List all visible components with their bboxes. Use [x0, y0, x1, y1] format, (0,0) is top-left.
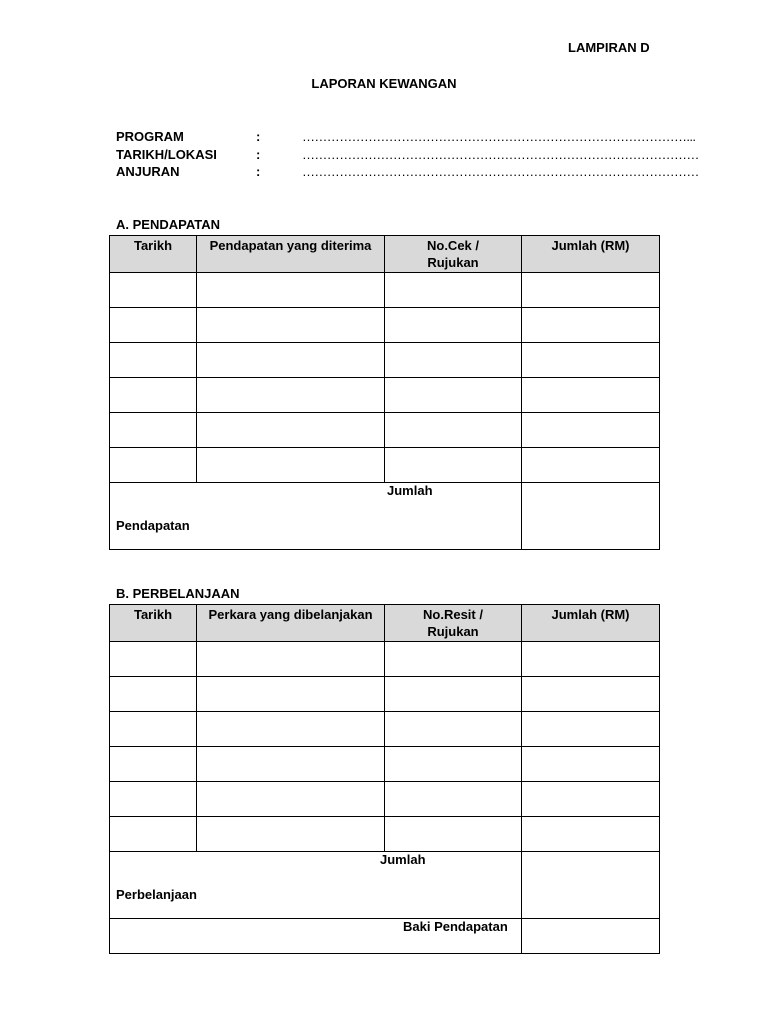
- table-cell[interactable]: [110, 343, 197, 378]
- table-row: [110, 448, 660, 483]
- table-cell[interactable]: [197, 782, 385, 817]
- table-row: [110, 343, 660, 378]
- perbelanjaan-section-title: B. PERBELANJAAN: [116, 586, 240, 601]
- header-no-cek-line1: No.Cek /: [426, 238, 479, 253]
- table-cell[interactable]: [110, 308, 197, 343]
- anjuran-field[interactable]: ……………………………………………………………………………………: [302, 164, 699, 179]
- total-row: [110, 852, 660, 919]
- table-cell[interactable]: [522, 817, 660, 852]
- table-row: [110, 642, 660, 677]
- table-cell[interactable]: [522, 642, 660, 677]
- table-cell[interactable]: [385, 817, 522, 852]
- table-cell[interactable]: [197, 712, 385, 747]
- table-cell[interactable]: [197, 747, 385, 782]
- jumlah-label: Jumlah: [387, 483, 433, 498]
- table-cell[interactable]: [385, 677, 522, 712]
- jumlah-pendapatan-label-cell: [110, 483, 522, 550]
- table-cell[interactable]: [385, 378, 522, 413]
- table-cell[interactable]: [110, 642, 197, 677]
- table-cell[interactable]: [197, 308, 385, 343]
- jumlah-perbelanjaan-value[interactable]: [522, 852, 660, 919]
- table-row: [110, 308, 660, 343]
- table-cell[interactable]: [385, 273, 522, 308]
- perbelanjaan-table: [109, 604, 660, 954]
- program-colon: :: [256, 129, 261, 144]
- table-cell[interactable]: [522, 782, 660, 817]
- table-row: [110, 747, 660, 782]
- pendapatan-header-row: [110, 236, 660, 273]
- table-cell[interactable]: [522, 273, 660, 308]
- header-no-cek: [385, 236, 522, 273]
- table-row: [110, 413, 660, 448]
- header-pendapatan-diterima: Pendapatan yang diterima: [197, 236, 385, 273]
- table-cell[interactable]: [522, 343, 660, 378]
- table-row: [110, 817, 660, 852]
- header-jumlah-rm: Jumlah (RM): [522, 236, 660, 273]
- total-row: [110, 483, 660, 550]
- table-cell[interactable]: [197, 642, 385, 677]
- table-cell[interactable]: [385, 782, 522, 817]
- table-cell[interactable]: [110, 817, 197, 852]
- table-cell[interactable]: [522, 448, 660, 483]
- table-cell[interactable]: [385, 448, 522, 483]
- table-cell[interactable]: [522, 712, 660, 747]
- table-row: [110, 378, 660, 413]
- baki-row: [110, 919, 660, 954]
- jumlah-label: Jumlah: [380, 852, 426, 867]
- table-cell[interactable]: [110, 378, 197, 413]
- anjuran-label: ANJURAN: [116, 164, 180, 179]
- program-field[interactable]: …………………………………………………………………………………...: [302, 129, 696, 144]
- baki-pendapatan-label-cell: [110, 919, 522, 954]
- table-cell[interactable]: [197, 343, 385, 378]
- baki-pendapatan-value[interactable]: [522, 919, 660, 954]
- pendapatan-table: [109, 235, 660, 550]
- anjuran-colon: :: [256, 164, 261, 179]
- header-rujukan: Rujukan: [427, 255, 479, 270]
- table-cell[interactable]: [522, 413, 660, 448]
- header-tarikh: Tarikh: [110, 236, 197, 273]
- table-cell[interactable]: [522, 747, 660, 782]
- table-cell[interactable]: [110, 448, 197, 483]
- table-cell[interactable]: [385, 413, 522, 448]
- header-rujukan: Rujukan: [427, 624, 479, 639]
- table-cell[interactable]: [522, 308, 660, 343]
- header-jumlah-rm: Jumlah (RM): [522, 605, 660, 642]
- tarikh-lokasi-field[interactable]: ……………………………………………………………………………………: [302, 147, 699, 162]
- appendix-label: LAMPIRAN D: [568, 40, 650, 55]
- table-cell[interactable]: [385, 308, 522, 343]
- table-row: [110, 273, 660, 308]
- jumlah-perbelanjaan-label-cell: [110, 852, 522, 919]
- table-cell[interactable]: [110, 747, 197, 782]
- table-cell[interactable]: [197, 448, 385, 483]
- program-label: PROGRAM: [116, 129, 184, 144]
- page-title: LAPORAN KEWANGAN: [311, 76, 457, 91]
- table-cell[interactable]: [110, 677, 197, 712]
- tarikh-lokasi-colon: :: [256, 147, 261, 162]
- table-row: [110, 677, 660, 712]
- table-cell[interactable]: [197, 677, 385, 712]
- table-cell[interactable]: [197, 273, 385, 308]
- table-cell[interactable]: [522, 378, 660, 413]
- table-cell[interactable]: [385, 712, 522, 747]
- table-cell[interactable]: [385, 747, 522, 782]
- table-cell[interactable]: [110, 782, 197, 817]
- header-tarikh: Tarikh: [110, 605, 197, 642]
- table-cell[interactable]: [110, 712, 197, 747]
- table-cell[interactable]: [522, 677, 660, 712]
- table-cell[interactable]: [197, 817, 385, 852]
- table-cell[interactable]: [385, 642, 522, 677]
- table-cell[interactable]: [110, 273, 197, 308]
- pendapatan-label: Pendapatan: [116, 518, 190, 533]
- table-cell[interactable]: [197, 378, 385, 413]
- table-cell[interactable]: [197, 413, 385, 448]
- baki-pendapatan-label: Baki Pendapatan: [403, 919, 508, 934]
- tarikh-lokasi-label: TARIKH/LOKASI: [116, 147, 217, 162]
- table-row: [110, 782, 660, 817]
- header-no-resit-line1: No.Resit /: [423, 607, 483, 622]
- table-cell[interactable]: [385, 343, 522, 378]
- jumlah-pendapatan-value[interactable]: [522, 483, 660, 550]
- perbelanjaan-label: Perbelanjaan: [116, 887, 197, 902]
- perbelanjaan-header-row: [110, 605, 660, 642]
- table-cell[interactable]: [110, 413, 197, 448]
- pendapatan-section-title: A. PENDAPATAN: [116, 217, 220, 232]
- table-row: [110, 712, 660, 747]
- header-no-resit: [385, 605, 522, 642]
- header-perkara-dibelanjakan: Perkara yang dibelanjakan: [197, 605, 385, 642]
